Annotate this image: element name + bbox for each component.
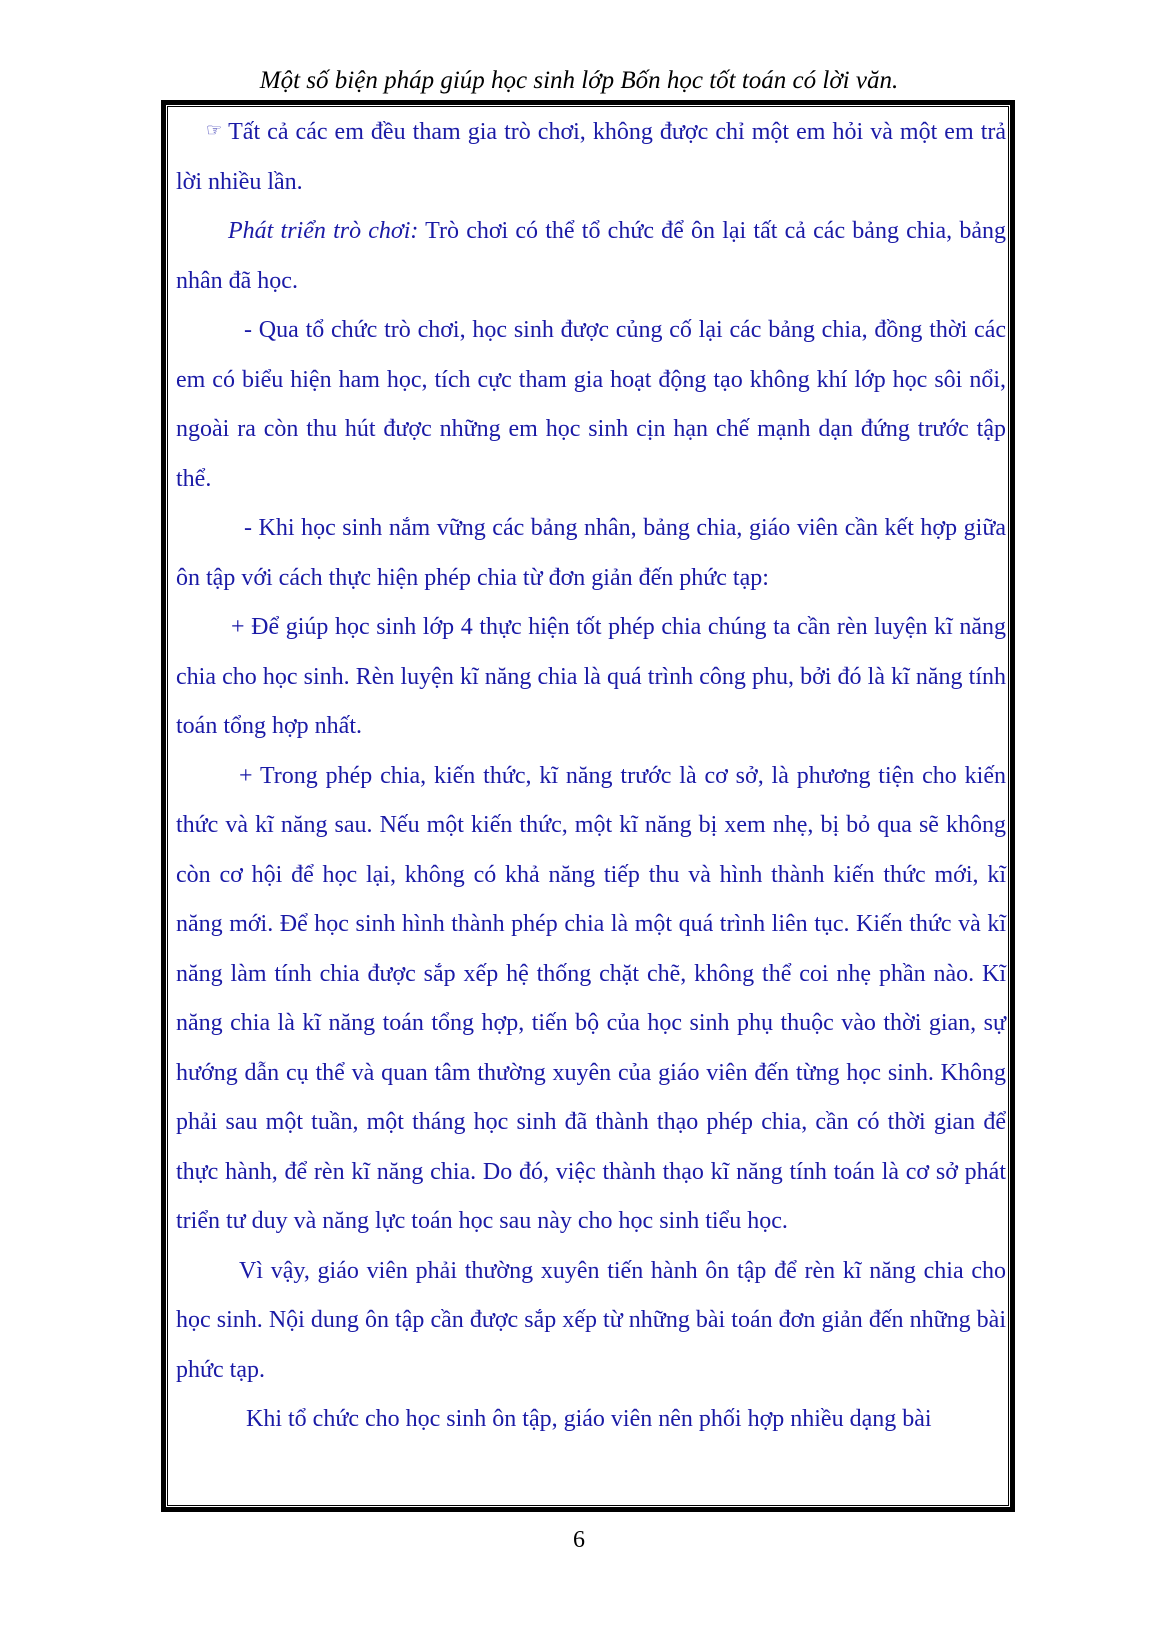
paragraph-division-skill: + Để giúp học sinh lớp 4 thực hiện tốt phép chia chúng ta cần rèn luyện kĩ năng chia cho học sinh. Rèn luyện kĩ năng chia là quá trình công phu, bởi đó là kĩ năng tính toán tổng hợp nhất. — [176, 614, 1006, 739]
paragraph-division-practice: - Khi học sinh nắm vững các bảng nhân, bảng chia, giáo viên cần kết hợp giữa ôn tập với cách thực hiện phép chia từ đơn giản đến phức tạp: — [176, 515, 1006, 591]
paragraph-game-development — [176, 207, 1006, 306]
paragraph-rule-text: Tất cả các em đều tham gia trò chơi, không được chỉ một em hỏi và một em trả lời nhiều lần. — [176, 119, 1006, 195]
paragraph-review: Vì vậy, giáo viên phải thường xuyên tiến hành ôn tập để rèn kĩ năng chia cho học sinh. Nội dung ôn tập cần được sắp xếp từ những bài toán đơn giản đến những bài phức tạp. — [176, 1257, 1006, 1383]
body-text — [176, 106, 1006, 1445]
paragraph-knowledge-foundation: + Trong phép chia, kiến thức, kĩ năng trước là cơ sở, là phương tiện cho kiến thức và kĩ năng sau. Nếu một kiến thức, một kĩ năng bị xem nhẹ, bị bỏ qua sẽ không còn cơ hội để học lại, không có khả năng tiếp thu và hình thành kiến thức mới, kĩ năng mới. Để học sinh hình thành phép chia là một quá trình liên tục. Kiến thức và kĩ năng làm tính chia được sắp xếp hệ thống chặt chẽ, không thể coi nhẹ phần nào. Kĩ năng chia là kĩ năng toán tổng hợp, tiến bộ của học sinh phụ thuộc vào thời gian, sự hướng dẫn cụ thể và quan tâm thường xuyên của giáo viên đến từng học sinh. Không phải sau một tuần, một tháng học sinh đã thành thạo phép chia, cần có thời gian để thực hành, để rèn kĩ năng chia. Do đó, việc thành thạo kĩ năng tính toán là cơ sở phát triển tư duy và năng lực toán học sau này cho học sinh tiểu học. — [176, 762, 1006, 1234]
paragraph-rule — [176, 106, 1006, 207]
page-header-title: Một số biện pháp giúp học sinh lớp Bốn học tốt toán có lời văn. — [259, 67, 899, 94]
game-development-lead: Phát triển trò chơi: — [228, 218, 419, 244]
paragraph-game-benefit: - Qua tổ chức trò chơi, học sinh được củng cố lại các bảng chia, đồng thời các em có biểu hiện ham học, tích cực tham gia hoạt động tạo không khí lớp học sôi nổi, ngoài ra còn thu hút được những em học sinh cịn hạn chế mạnh dạn đứng trước tập thể. — [176, 317, 1006, 492]
pointing-hand-icon: ☞ — [206, 120, 223, 140]
game-development-text: Trò chơi có thể tổ chức để ôn lại tất cả các bảng chia, bảng nhân đã học. — [176, 218, 1006, 294]
paragraph-review-organization: Khi tổ chức cho học sinh ôn tập, giáo viên nên phối hợp nhiều dạng bài — [246, 1406, 932, 1432]
page-number: 6 — [573, 1527, 585, 1553]
